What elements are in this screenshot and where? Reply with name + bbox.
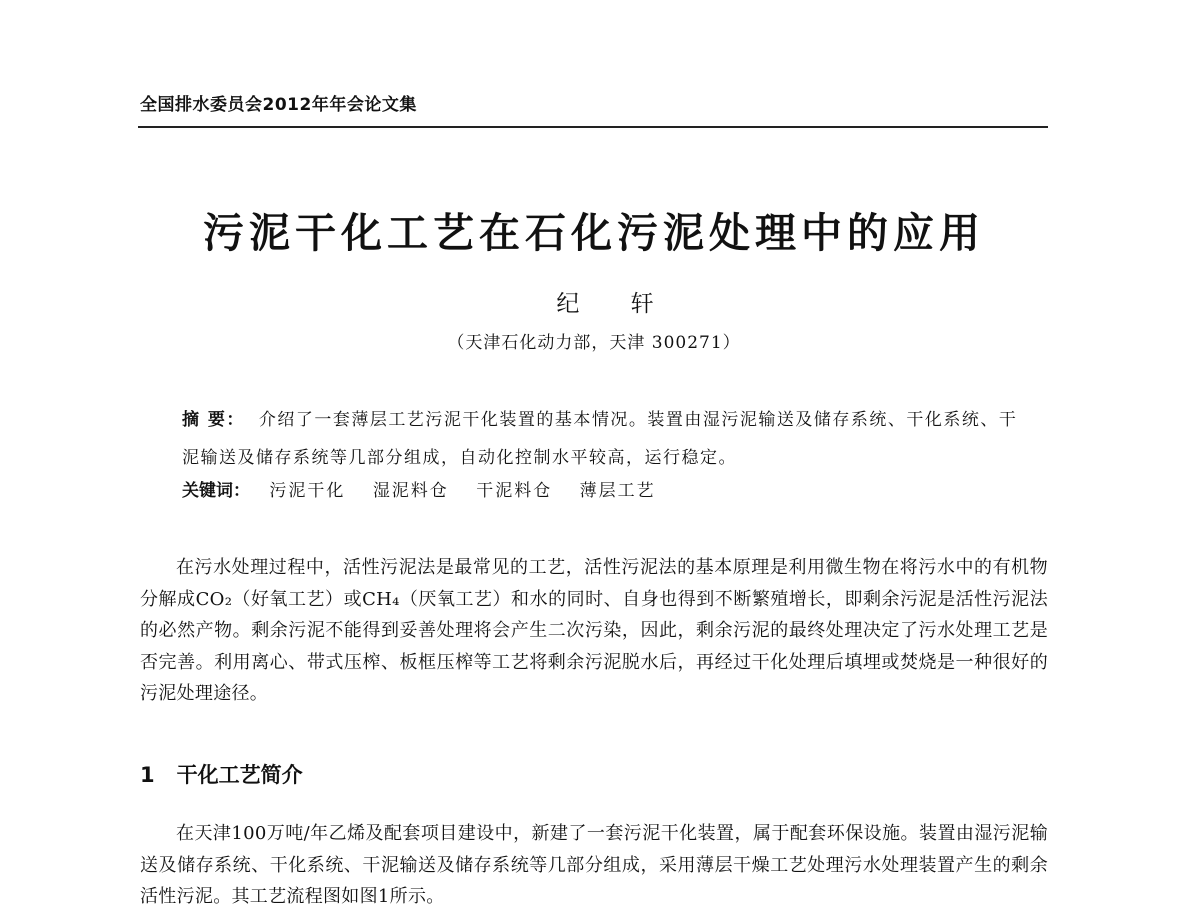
- header-rule: [138, 126, 1048, 128]
- keyword: 湿泥料仓: [372, 481, 449, 501]
- running-header: 全国排水委员会2012年年会论文集: [140, 95, 417, 115]
- section-title: 干化工艺简介: [176, 763, 303, 787]
- section-number: 1: [140, 763, 155, 787]
- author-name: 纪 轩: [556, 291, 676, 317]
- author-affiliation: （天津石化动力部，天津 300271）: [447, 333, 741, 353]
- keywords-label: 关键词：: [182, 481, 250, 501]
- intro-paragraph: 在污水处理过程中，活性污泥法是最常见的工艺，活性污泥法的基本原理是利用微生物在将污水中的有机物分解成CO₂（好氧工艺）或CH₄（厌氧工艺）和水的同时、自身也得到不断繁殖增长，即剩余污泥是活性污泥法的必然产物。剩余污泥不能得到妥善处理将会产生二次污染，因此，剩余污泥的最终处理决定了污水处理工艺是否完善。利用离心、带式压榨、板框压榨等工艺将剩余污泥脱水后，再经过干化处理后填埋或焚烧是一种很好的污泥处理途径。: [140, 557, 1048, 704]
- paper-title: 污泥干化工艺在石化污泥处理中的应用: [203, 209, 985, 257]
- abstract-text: 介绍了一套薄层工艺污泥干化装置的基本情况。装置由湿污泥输送及储存系统、干化系统、干泥输送及储存系统等几部分组成，自动化控制水平较高，运行稳定。: [182, 410, 1018, 468]
- keyword: 污泥干化: [269, 481, 346, 501]
- section-paragraph: 在天津100万吨/年乙烯及配套项目建设中，新建了一套污泥干化装置，属于配套环保设施。装置由湿污泥输送及储存系统、干化系统、干泥输送及储存系统等几部分组成，采用薄层干燥工艺处理污水处理装置产生的剩余活性污泥。其工艺流程图如图1所示。: [140, 823, 1048, 907]
- section-heading: [140, 759, 303, 789]
- keywords: [182, 477, 1022, 505]
- abstract-label: 摘 要：: [182, 410, 245, 430]
- abstract: [182, 401, 1022, 477]
- keyword: 干泥料仓: [476, 481, 553, 501]
- keyword: 薄层工艺: [579, 481, 656, 501]
